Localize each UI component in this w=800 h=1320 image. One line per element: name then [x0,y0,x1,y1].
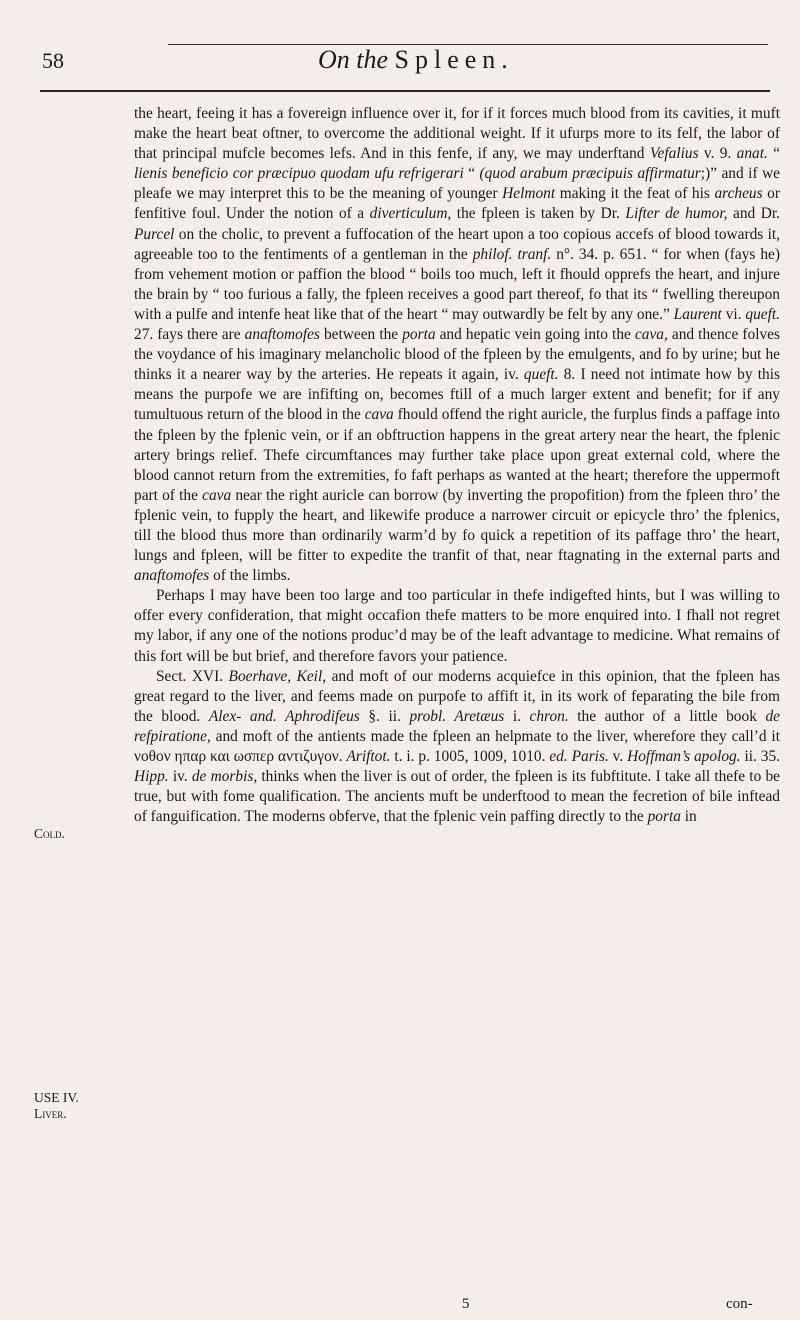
text-run: cava [202,486,232,504]
text-run: anaftomofes [134,567,210,585]
text-run: near the right auricle can borrow (by inverting the propofition) from the fpleen thro’ the fplenic vein, to fupply the heart, and likewife produce a narrower circuit or epicycle thro’ the fplenics, till the blood thus more than ordinarily warm’d by fo quick a repetition of its paffage thro’ the heart, lungs and fpleen, will be fitter to expedite the tranfit of that, near ftagnating in the external parts and [134,486,780,565]
text-run: Boerhave, Keil, [228,667,327,685]
text-run: on the cholic, to prevent a fuffocation of the heart upon a too copious accefs of blood towards it, agreeable too to the fentiments of a gentleman in the [134,225,780,263]
text-run: t. i. p. 1005, 1009, 1010. [390,748,550,765]
margin-note-use-iv: USE IV. [34,1090,79,1105]
text-run: and moft of the antients made the fpleen an helpmate to the liver, wherefore they call’d it νοθον ηπαρ και ωσπερ αντιζυγον. [134,727,780,765]
text-run: in [680,808,697,826]
text-run: queft. [523,366,559,384]
page-number: 58 [42,48,64,73]
text-run: “ [463,165,480,183]
text-run: the heart, feeing it has a fovereign influence over it, for if it forces much blood from its cavities, it muft make the heart beat oftner, to overcome the additional weight. If it ufurps more to its felf, the labor of that principal mufcle becomes lefs. And in this fenfe, if any, we may underftand [134,105,780,163]
paragraph-1 [134,104,780,586]
text-run: ;)” and if we pleafe we may interpret this to be the meaning of younger [134,165,780,203]
body-text [134,104,780,827]
text-run: n°. 34. p. 651. “ for when (fays he) from vehement motion or paffion the blood “ boils too much, left it fhould opprefs the heart, and injure the brain by “ too furious a fally, the fpleen receives a good part thereof, fo that its “ fwelling thereupon with a pulfe and intenfe heat like that of the heart “ may outwardly be felt by any one.” [134,245,781,323]
text-run: making it the feat of his [555,185,715,203]
text-run: Hoffman’s apolog. [627,748,741,765]
text-run: (quod arabum præcipuis affirmatur [479,165,701,183]
text-run: 27. fays there are [134,326,245,344]
running-head [318,45,514,75]
text-run: the fpleen is taken by Dr. [451,205,626,223]
text-run: Vefalius [649,145,699,163]
text-run: de refpiratione, [134,707,780,745]
text-run: the author of a little book [568,707,766,725]
text-run: probl. Aretæus [409,707,505,725]
text-run: archeus [714,185,763,203]
text-run: Helmont [502,185,556,203]
text-run: diverticulum, [369,205,452,223]
text-run: thinks when the liver is out of order, the fpleen is its fubftitute. I take all thefe to be true, but with fome qualification. The ancients muft be underftood to mean the fecretion of bile inftead of fanguification. The moderns obferve, that the fplenic vein paffing directly to the [134,768,780,826]
paragraph-3-sect-xvi [134,667,780,828]
running-head-prefix: On the [318,45,389,74]
text-run: v. [608,748,628,765]
catchword: con- [726,1296,753,1312]
text-run: i. [504,707,530,725]
text-run: of the limbs. [209,567,291,585]
text-run: Hipp. [134,768,169,786]
text-run: cava, [634,326,668,344]
text-run: queft. [745,305,781,323]
text-run: de morbis, [191,768,258,786]
text-run: fhould offend the right auricle, the furplus finds a paffage into the fpleen by the fplenic vein, or if an obftruction happens in the great artery near the heart, the fplenic artery brings relief. Thefe circumftances may further take place upon great external cold, where the blood cannot return from the extremities, fo faft perhaps as wanted at the heart; therefore the uppermoft part of the [134,406,780,504]
text-run: and thence folves the voydance of his imaginary melancholic blood of the fpleen by the emulgents, and fo by urine; but he thinks it a nearer way by the arteries. He repeats it again, iv. [134,326,780,384]
text-run: porta [647,808,681,826]
text-run: iv. [168,768,192,786]
text-run: porta [402,326,436,344]
text-run: ed. Paris. [549,748,609,765]
text-run: and hepatic vein going into the [435,326,635,344]
text-run: chron. [529,707,569,725]
text-run: Laurent [673,305,722,323]
text-run: between the [319,326,403,344]
text-run: cava [364,406,394,424]
text-run: Alex- and. Aphrodifeus [208,707,360,725]
text-run: anat. [736,145,768,163]
paragraph-2 [134,586,780,666]
text-run: and moft of our moderns acquiefce in this opinion, that the fpleen has great regard to the liver, and feems made on purpofe to affift it, in its work of feparating the bile from the blood. [134,667,781,725]
text-run: lienis beneficio cor præcipuo quodam ufu refrigerari [134,165,464,183]
signature-mark: 5 [462,1296,470,1312]
text-run: Ariftot. [346,748,391,765]
margin-note-cold: Cold. [34,826,65,841]
text-run: vi. [721,305,746,323]
text-run: §. ii. [359,707,410,725]
header-rule [40,90,770,92]
running-head-title: Spleen. [394,45,514,74]
text-run: Lifter de humor, [625,205,728,223]
text-run: or fenfitive foul. Under the notion of a [134,185,780,223]
text-run: Sect. XVI. [156,667,229,685]
text-run: “ [767,145,780,163]
text-run: and Dr. [727,205,780,223]
text-run: Purcel [134,225,175,243]
text-run: v. 9. [698,145,737,163]
margin-note-liver: Liver. [34,1106,67,1121]
text-run: Perhaps I may have been too large and too particular in thefe indigefted hints, but I was willing to offer every confideration, that might occafion thefe matters to be more enquired into. I fhall not regret my labor, if any one of the notions produc’d may be of the leaft advantage to medicine. What remains of this fort will be but brief, and therefore favors your patience. [134,587,780,665]
text-run: ii. 35. [740,748,780,765]
text-run: anaftomofes [244,326,320,344]
text-run: philof. tranf. [472,245,552,263]
text-run: 8. I need not intimate how by this means the purpofe we are infifting on, becomes ftill of a much larger extent and benefit; for if any tumultuous return of the blood in the [134,366,780,424]
